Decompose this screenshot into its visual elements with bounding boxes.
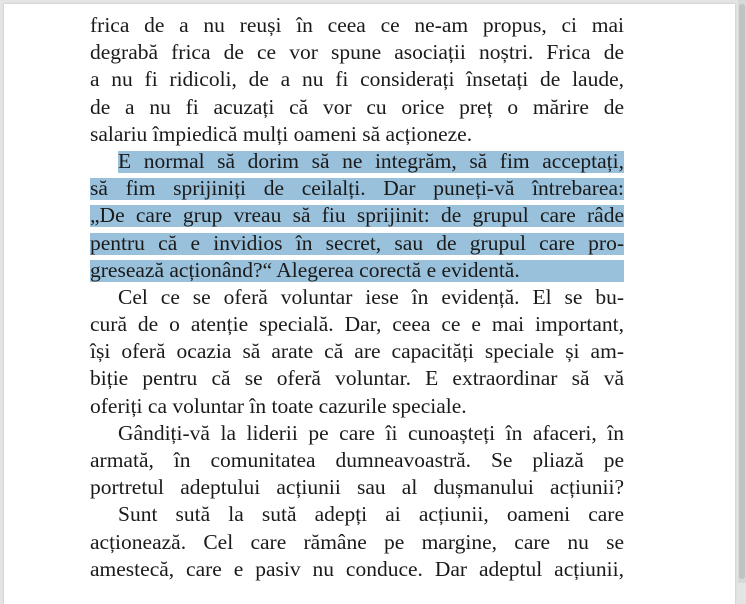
line-text: Gândiți-vă la liderii pe care îi cunoașteți în afaceri, în [118, 420, 624, 445]
line-text: biție pentru că se oferă voluntar. E extraordinar să vă [90, 366, 624, 391]
highlighted-text-line[interactable] [90, 230, 624, 257]
line-text: își oferă ocazia să arate că are capacități speciale și am- [90, 339, 624, 364]
highlighted-text-line[interactable] [90, 257, 624, 284]
line-text: salariu împiedică mulți oameni să acționeze. [90, 121, 473, 146]
line-text: frica de a nu reuși în ceea ce ne-am propus, ci mai [90, 13, 624, 37]
text-line[interactable] [90, 94, 624, 121]
text-line[interactable] [90, 365, 624, 392]
line-text: portretul adeptului acțiunii sau al dușmanului acțiunii? [90, 475, 624, 500]
line-text: de a nu fi acuzați că vor cu orice preț o mărire de [90, 94, 624, 119]
line-text: „De care grup vreau să fiu sprijinit: de grupul care râde [90, 203, 624, 228]
line-text: degrabă frica de ce vor spune asociații noștri. Frica de [90, 40, 624, 65]
line-text: armată, în comunitatea dumneavoastră. Se pliază pe [90, 448, 624, 472]
text-line[interactable] [90, 556, 624, 583]
vertical-scrollbar[interactable] [738, 0, 746, 583]
line-text: a nu fi ridicoli, de a nu fi considerați însetați de laude, [90, 67, 624, 92]
line-text: E normal să dorim să ne integrăm, să fim acceptați, [118, 148, 624, 173]
text-line[interactable] [90, 447, 624, 474]
text-line[interactable] [90, 12, 624, 39]
line-text: gresează acționând?“ Alegerea corectă e evidentă. [90, 257, 520, 282]
line-text: pentru că e invidios în secret, sau de grupul care pro- [90, 230, 624, 255]
text-line[interactable] [90, 121, 624, 148]
text-line[interactable] [90, 39, 624, 66]
line-text: amestecă, care e pasiv nu conduce. Dar adeptul acțiunii, [90, 556, 624, 581]
text-line[interactable] [90, 501, 624, 528]
highlighted-text-line[interactable] [90, 202, 624, 229]
line-text: Sunt sută la sută adepți ai acțiunii, oameni care [118, 502, 624, 527]
line-text: Cel ce se oferă voluntar iese în evidență. El se bu- [118, 284, 624, 309]
highlighted-text-line[interactable] [90, 175, 624, 202]
text-line[interactable] [90, 474, 624, 501]
text-line[interactable] [90, 311, 624, 338]
page-text [90, 12, 624, 583]
text-line[interactable] [90, 420, 624, 447]
text-line[interactable] [90, 393, 624, 420]
line-text: cură de o atenție specială. Dar, ceea ce e mai important, [90, 312, 624, 337]
text-line[interactable] [90, 529, 624, 556]
scrollbar-thumb[interactable] [739, 4, 745, 579]
text-line[interactable] [90, 66, 624, 93]
highlighted-text-line[interactable] [90, 148, 624, 175]
text-line[interactable] [90, 284, 624, 311]
document-page [4, 4, 735, 604]
line-text: să fim sprijiniți de ceilalți. Dar puneți-vă întrebarea: [90, 176, 624, 201]
line-text: oferiți ca voluntar în toate cazurile speciale. [90, 393, 467, 418]
text-line[interactable] [90, 338, 624, 365]
line-text: acționează. Cel care rămâne pe margine, care nu se [90, 529, 624, 554]
